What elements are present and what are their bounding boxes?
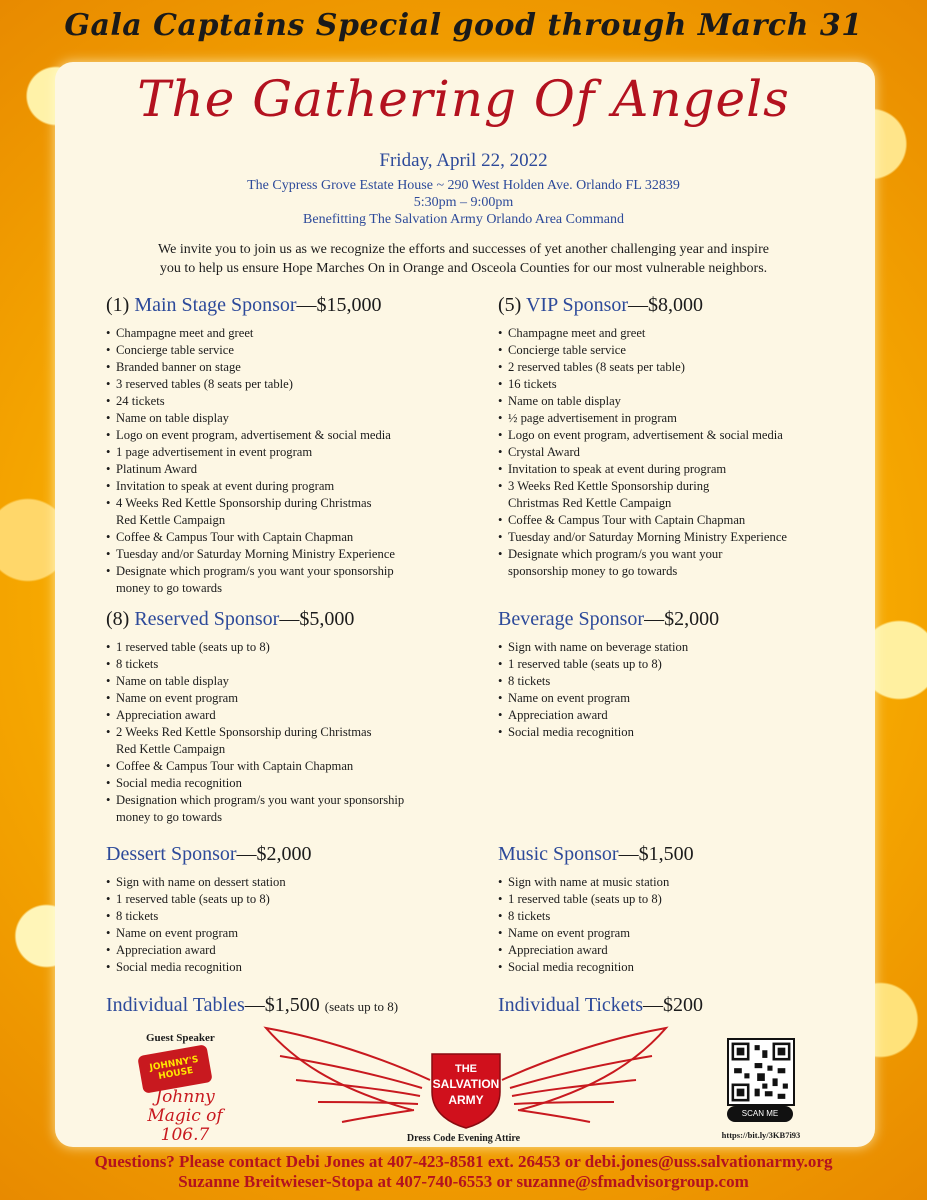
benefit-item: • 1 reserved table (seats up to 8) xyxy=(106,639,446,656)
benefit-item: • Appreciation award xyxy=(106,942,446,959)
invitation-text: We invite you to join us as we recognize the efforts and successes of yet another challenging year and inspire you to help us ensure Hope Marches On in Orange and Osceola Counties for our most vulnerable neighbors. xyxy=(158,242,769,276)
benefit-item: • Sign with name at music station xyxy=(498,874,838,891)
benefit-item: • 2 Weeks Red Kettle Sponsorship during Christmas xyxy=(106,724,446,741)
benefit-item: • 8 tickets xyxy=(498,908,838,925)
benefit-item: • Concierge table service xyxy=(106,342,446,359)
benefit-item: • Concierge table service xyxy=(498,342,838,359)
benefit-item: • 24 tickets xyxy=(106,393,446,410)
tier-heading xyxy=(498,608,838,631)
benefit-item: • 8 tickets xyxy=(106,908,446,925)
benefit-item: • Appreciation award xyxy=(498,707,838,724)
tier-note: (seats up to 8) xyxy=(324,999,399,1014)
benefit-item: • 8 tickets xyxy=(106,656,446,673)
tier-name: VIP Sponsor xyxy=(525,294,629,316)
tier-price: —$2,000 xyxy=(644,608,720,630)
benefit-item: • Coffee & Campus Tour with Captain Chapman xyxy=(498,512,838,529)
salvation-army-shield-icon xyxy=(432,1054,500,1128)
benefit-item: • 1 reserved table (seats up to 8) xyxy=(498,891,838,908)
tier-beverage xyxy=(498,608,838,741)
benefit-item: • 3 Weeks Red Kettle Sponsorship during xyxy=(498,478,838,495)
benefit-item: • Logo on event program, advertisement & social media xyxy=(498,427,838,444)
benefit-item: • Name on event program xyxy=(498,690,838,707)
tier-price: —$5,000 xyxy=(279,608,355,630)
tier-name: Individual Tables xyxy=(106,994,245,1016)
tier-heading xyxy=(106,994,446,1017)
event-title: The Gathering Of Angels xyxy=(137,70,790,128)
qr-url[interactable]: https://bit.ly/3KB7i93 xyxy=(721,1130,801,1140)
tier-name: Beverage Sponsor xyxy=(498,608,645,630)
contact-line-1: Questions? Please contact Debi Jones at 407-423-8581 ext. 26453 or debi.jones@uss.salvationarmy.org xyxy=(94,1152,833,1171)
benefit-item: • Champagne meet and greet xyxy=(106,325,446,342)
tier-heading xyxy=(498,294,838,317)
benefit-item: • 16 tickets xyxy=(498,376,838,393)
tier-heading xyxy=(106,843,446,866)
shield-text-line2: SALVATION xyxy=(432,1077,500,1091)
benefit-item: • 1 reserved table (seats up to 8) xyxy=(498,656,838,673)
benefit-item: • 3 reserved tables (8 seats per table) xyxy=(106,376,446,393)
benefit-item: money to go towards xyxy=(116,810,222,824)
benefit-item: • Name on table display xyxy=(106,410,446,427)
tier-price: —$15,000 xyxy=(296,294,382,316)
guest-speaker-label: Guest Speaker xyxy=(146,1032,215,1044)
tier-name: Individual Tickets xyxy=(498,994,644,1016)
tier-vip xyxy=(498,294,838,580)
tier-name: Dessert Sponsor xyxy=(106,843,237,865)
benefit-list xyxy=(498,325,838,580)
special-offer-banner: Gala Captains Special good through March 31 xyxy=(64,8,863,43)
benefit-item: sponsorship money to go towards xyxy=(508,564,678,578)
dress-code: Dress Code Evening Attire xyxy=(406,1133,521,1144)
tier-price: —$1,500 xyxy=(618,843,694,865)
qr-code-icon[interactable] xyxy=(727,1038,795,1106)
benefit-item: • ½ page advertisement in program xyxy=(498,410,838,427)
benefit-item: • Invitation to speak at event during program xyxy=(498,461,838,478)
tier-heading xyxy=(106,608,446,631)
scan-me-label: SCAN ME xyxy=(727,1106,793,1122)
benefit-list xyxy=(498,874,838,976)
benefit-item: • Appreciation award xyxy=(106,707,446,724)
benefit-item: • Social media recognition xyxy=(498,724,838,741)
event-date: Friday, April 22, 2022 xyxy=(379,150,548,171)
event-venue: The Cypress Grove Estate House ~ 290 West Holden Ave. Orlando FL 32839 xyxy=(247,178,680,193)
tier-dessert xyxy=(106,843,446,976)
benefit-item: • Social media recognition xyxy=(498,959,838,976)
benefit-item: • Logo on event program, advertisement & social media xyxy=(106,427,446,444)
benefit-item: • Designation which program/s you want your sponsorship xyxy=(106,792,446,809)
benefit-item: • Designate which program/s you want your sponsorship xyxy=(106,563,446,580)
benefit-item: Red Kettle Campaign xyxy=(116,513,226,527)
benefit-item: • Social media recognition xyxy=(106,775,446,792)
event-time: 5:30pm – 9:00pm xyxy=(413,195,514,210)
tier-price: —$2,000 xyxy=(236,843,312,865)
angel-wings-shield-logo xyxy=(262,1018,670,1130)
benefit-list xyxy=(106,325,446,597)
benefit-item: • Social media recognition xyxy=(106,959,446,976)
benefit-item: • Platinum Award xyxy=(106,461,446,478)
tier-heading xyxy=(498,843,838,866)
tier-count: (5) xyxy=(498,294,526,316)
shield-text-line1: THE xyxy=(455,1063,477,1075)
benefit-item: • Name on event program xyxy=(106,690,446,707)
benefit-item: • Name on event program xyxy=(106,925,446,942)
benefit-item: money to go towards xyxy=(116,581,222,595)
benefit-item: • Tuesday and/or Saturday Morning Ministry Experience xyxy=(498,529,838,546)
tier-price: —$200 xyxy=(643,994,704,1016)
tier-name: Main Stage Sponsor xyxy=(134,294,297,316)
benefit-item: • Designate which program/s you want your xyxy=(498,546,838,563)
benefit-item: Christmas Red Kettle Campaign xyxy=(508,496,672,510)
tier-name: Music Sponsor xyxy=(498,843,619,865)
benefit-item: • Coffee & Campus Tour with Captain Chapman xyxy=(106,758,446,775)
benefit-item: • Invitation to speak at event during program xyxy=(106,478,446,495)
tier-individual-tables xyxy=(106,994,446,1017)
tier-heading xyxy=(106,294,446,317)
tier-individual-tickets xyxy=(498,994,838,1017)
benefit-list xyxy=(106,874,446,976)
benefit-item: • Crystal Award xyxy=(498,444,838,461)
benefit-item: • 8 tickets xyxy=(498,673,838,690)
benefit-item: • Branded banner on stage xyxy=(106,359,446,376)
benefit-item: • Name on table display xyxy=(498,393,838,410)
benefit-item: • Sign with name on dessert station xyxy=(106,874,446,891)
benefit-item: • Coffee & Campus Tour with Captain Chapman xyxy=(106,529,446,546)
tier-count: (8) xyxy=(106,608,135,630)
tier-heading xyxy=(498,994,838,1017)
benefit-item: • Appreciation award xyxy=(498,942,838,959)
tier-name: Reserved Sponsor xyxy=(134,608,280,630)
johnnys-house-logo: JOHNNY'S HOUSE xyxy=(137,1044,213,1094)
tier-price: —$8,000 xyxy=(628,294,704,316)
benefit-item: • Tuesday and/or Saturday Morning Ministry Experience xyxy=(106,546,446,563)
benefit-item: • 2 reserved tables (8 seats per table) xyxy=(498,359,838,376)
right-wing-icon xyxy=(502,1028,666,1122)
benefit-list xyxy=(106,639,446,826)
benefit-item: • Sign with name on beverage station xyxy=(498,639,838,656)
contact-line-2: Suzanne Breitwieser-Stopa at 407-740-6553 or suzanne@sfmadvisorgroup.com xyxy=(178,1172,749,1191)
guest-speaker-name: Johnny Magic of 106.7 xyxy=(147,1087,223,1145)
benefit-item: • 1 reserved table (seats up to 8) xyxy=(106,891,446,908)
left-wing-icon xyxy=(266,1028,430,1122)
benefit-item: • Name on event program xyxy=(498,925,838,942)
tier-reserved xyxy=(106,608,446,826)
benefit-item: • Champagne meet and greet xyxy=(498,325,838,342)
tier-count: (1) xyxy=(106,294,135,316)
tier-music xyxy=(498,843,838,976)
benefit-list xyxy=(498,639,838,741)
benefit-item: • Name on table display xyxy=(106,673,446,690)
benefit-item: • 4 Weeks Red Kettle Sponsorship during Christmas xyxy=(106,495,446,512)
tier-price: —$1,500 xyxy=(244,994,320,1016)
benefit-item: • 1 page advertisement in event program xyxy=(106,444,446,461)
tier-main-stage xyxy=(106,294,446,597)
benefit-item: Red Kettle Campaign xyxy=(116,742,226,756)
shield-text-line3: ARMY xyxy=(448,1093,484,1107)
event-beneficiary: Benefitting The Salvation Army Orlando Area Command xyxy=(303,212,624,227)
